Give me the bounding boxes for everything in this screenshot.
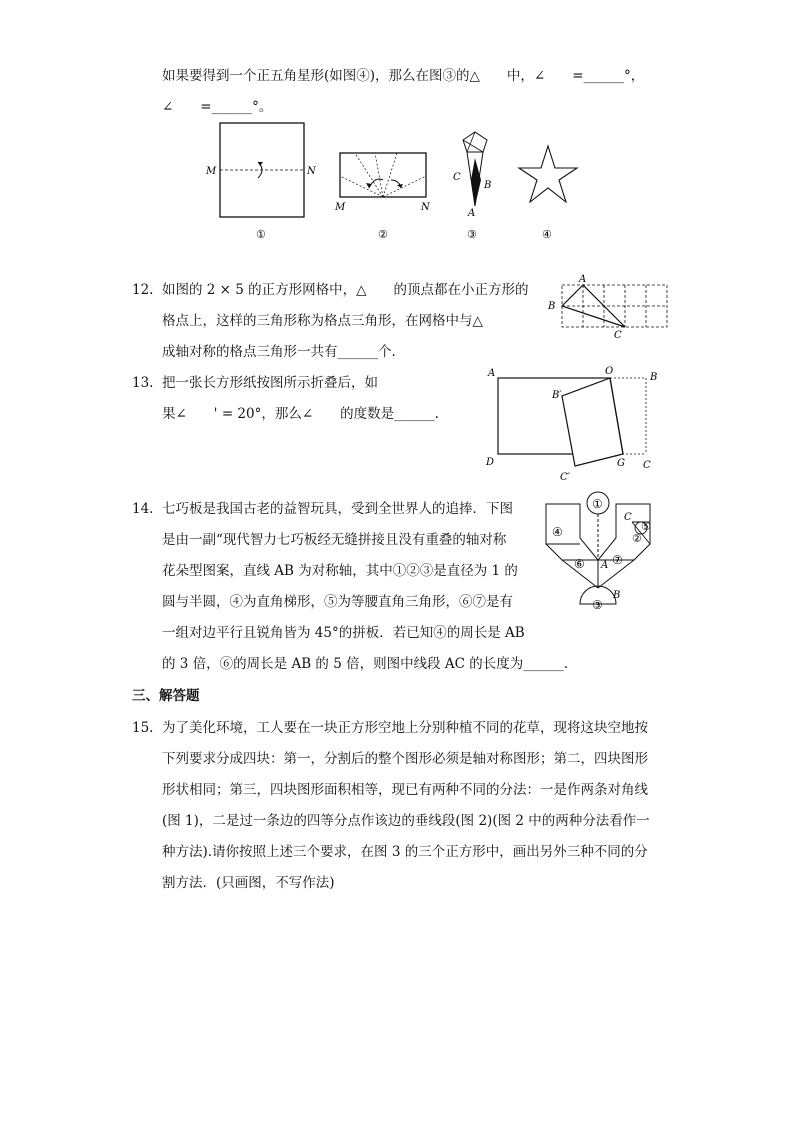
q11-figure-1: [200, 118, 320, 247]
label-a13: A: [488, 368, 496, 379]
q15-line2: 下列要求分成四块：第一，分割后的整个图形必须是轴对称图形；第二，四块图形: [162, 751, 648, 767]
q11-line2: ∠ =______°。: [162, 99, 273, 115]
q14-line6: 的 3 倍，⑥的周长是 AB 的 5 倍，则图中线段 AC 的长度为______.: [162, 656, 569, 672]
q12-line3: 成轴对称的格点三角形一共有______个.: [162, 344, 396, 360]
q14-number: 14.: [132, 501, 154, 517]
label-m2: M: [335, 202, 346, 213]
label-a14: A: [601, 560, 609, 571]
label-a12: A: [579, 274, 587, 285]
piece-1: ①: [592, 497, 603, 511]
label-c13: C: [643, 460, 651, 471]
q13-line1: 把一张长方形纸按图所示折叠后，如: [162, 375, 378, 391]
caption-1: ①: [256, 228, 266, 241]
q13-fold-figure: [480, 362, 670, 491]
q11-figure-2: [325, 118, 435, 247]
q14-line1: 七巧板是我国古老的益智玩具，受到全世界人的追捧．下图: [162, 501, 513, 517]
q15-line5: 种方法).请你按照上述三个要求，在图 3 的三个正方形中，画出另外三种不同的分: [162, 844, 648, 860]
q15-line6: 割方法．(只画图，不写作法): [162, 875, 335, 891]
q13-number: 13.: [132, 375, 154, 391]
piece-4: ④: [552, 525, 563, 539]
label-n: N: [307, 166, 316, 177]
q15-number: 15.: [132, 720, 154, 736]
label-c2-13: C′: [560, 472, 570, 483]
q14-line3: 花朵型图案，直线 AB 为对称轴，其中①②③是直径为 1 的: [162, 563, 518, 579]
label-c3: C: [453, 172, 461, 183]
q15-line3: 形状相同；第三，四块图形面积相等，现已有两种不同的分法：一是作两条对角线: [162, 782, 648, 798]
q14-line5: 一组对边平行且锐角皆为 45°的拼板．若已知④的周长是 AB: [162, 625, 525, 641]
label-n2: N: [421, 202, 430, 213]
q12-line1: 如图的 2 × 5 的正方形网格中，△ 的顶点都在小正方形的: [162, 282, 529, 298]
section-heading: 三、解答题: [132, 688, 200, 704]
label-b13: B: [650, 372, 658, 383]
piece-6: ⑥: [574, 557, 585, 571]
piece-3: ③: [592, 598, 603, 612]
q13-line2: 果∠ ' = 20°，那么∠ 的度数是______.: [162, 406, 439, 422]
q11-figure-4: [510, 118, 590, 247]
q14-line4: 圆与半圆，④为直角梯形，⑤为等腰直角三角形，⑥⑦是有: [162, 594, 513, 610]
piece-7: ⑦: [612, 553, 623, 567]
piece-2: ②: [632, 532, 642, 545]
q11-figure-3: [445, 118, 505, 247]
label-b14: B: [613, 590, 621, 601]
label-c14: C: [624, 512, 632, 523]
q15-line1: 为了美化环境，工人要在一块正方形空地上分别种植不同的花草，现将这块空地按: [162, 720, 648, 736]
piece-5: ⑤: [641, 520, 651, 533]
label-o13: O: [605, 366, 614, 377]
label-b12: B: [548, 301, 556, 312]
label-m: M: [206, 166, 217, 177]
q12-number: 12.: [132, 282, 154, 298]
label-b3: B: [484, 180, 492, 191]
label-g13: G: [617, 458, 625, 469]
q14-tangram-figure: [538, 488, 668, 620]
label-c12: C: [614, 330, 622, 341]
q12-grid-figure: [542, 270, 672, 346]
q12-line2: 格点上，这样的三角形称为格点三角形，在网格中与△: [162, 313, 483, 329]
label-a3: A: [468, 208, 476, 219]
q14-line2: 是由一副“现代智力七巧板经无缝拼接且没有重叠的轴对称: [162, 532, 507, 548]
caption-3: ③: [467, 228, 477, 241]
label-b2-13: B′: [552, 390, 562, 401]
caption-2: ②: [378, 228, 388, 241]
caption-4: ④: [542, 228, 552, 241]
label-d13: D: [486, 457, 495, 468]
q11-line1: 如果要得到一个正五角星形(如图④)，那么在图③的△ 中，∠ =______°，: [162, 68, 645, 84]
q15-line4: (图 1)，二是过一条边的四等分点作该边的垂线段(图 2)(图 2 中的两种分法看作一: [162, 813, 650, 829]
